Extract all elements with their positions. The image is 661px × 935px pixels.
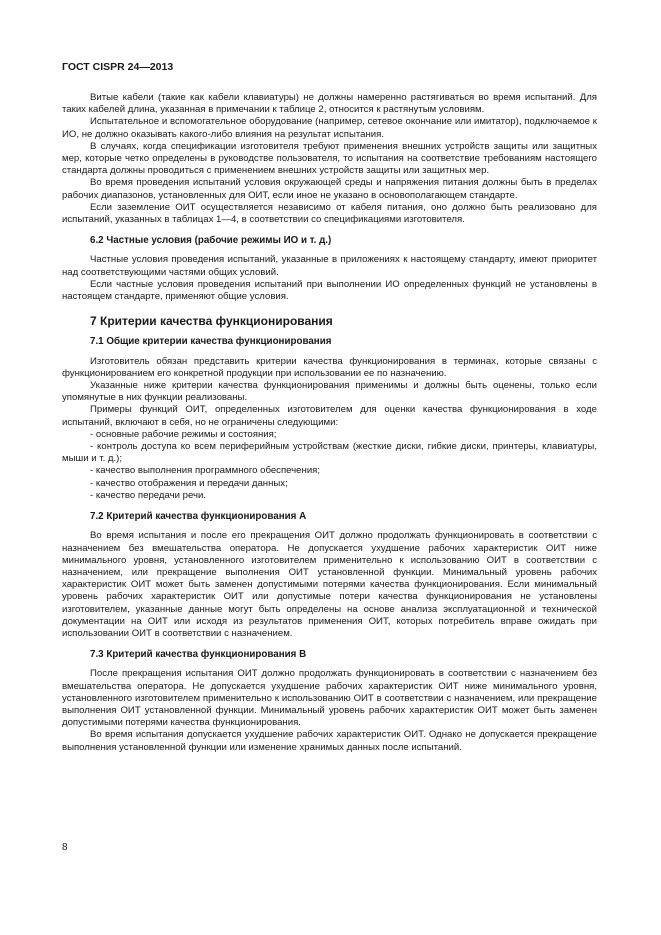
paragraph: Испытательное и вспомогательное оборудование (например, сетевое окончание или имитатор), подключаемое к ИО, не должно оказывать какого-либо влияния на результат испытания.	[62, 116, 597, 140]
section-6-2-heading: 6.2 Частные условия (рабочие режимы ИО и т. д.)	[90, 235, 332, 247]
page-number: 8	[62, 842, 68, 853]
paragraph: Частные условия проведения испытаний, указанные в приложениях к настоящему стандарту, имеют приоритет над соответствующими частями общих условий.	[62, 254, 597, 278]
list-item: - основные рабочие режимы и состояния;	[90, 428, 277, 440]
list-item: - качество передачи речи.	[90, 489, 207, 501]
paragraph: Указанные ниже критерии качества функционирования применимы и должны быть оценены, только если упомянутые в них функции реализованы.	[62, 380, 597, 404]
paragraph: Во время проведения испытаний условия окружающей среды и напряжения питания должны быть в пределах рабочих диапазонов, установленных для ОИТ, если иное не указано в основополагающем стандарте.	[62, 177, 597, 201]
list-item: - качество отображения и передачи данных;	[90, 477, 288, 489]
page-content	[62, 92, 597, 754]
list-item: - контроль доступа ко всем периферийным устройствам (жесткие диски, гибкие диски, принтеры, клавиатуры, мыши и т. д.);	[62, 441, 597, 465]
paragraph: Если частные условия проведения испытаний при выполнении ИО определенных функций не установлены в настоящем стандарте, применяют общие условия.	[62, 278, 597, 303]
section-7-2-heading: 7.2 Критерий качества функционирования А	[90, 511, 307, 523]
paragraph: Витые кабели (такие как кабели клавиатуры) не должны намеренно растягиваться во время испытаний. Для таких кабелей длина, указанная в примечании к таблице 2, относится к растянутым условиям.	[62, 92, 597, 116]
paragraph: В случаях, когда спецификации изготовителя требуют применения внешних устройств защиты или защитных мер, которые четко определены в руководстве пользователя, то испытания на соответствие требованиям настоящего стандарта должны проводиться с применением внешних устройств защиты или защитных мер.	[62, 140, 597, 177]
paragraph: Во время испытания и после его прекращения ОИТ должно продолжать функционировать в соответствии с назначением без вмешательства оператора. Не допускается ухудшение рабочих характеристик ОИТ ниже минимального уровня, установленного изготовителем применительно к использованию ОИТ в соответствии с назначением, или прекращение выполнения ОИТ установленной функции. Минимальный уровень рабочих характеристик ОИТ может быть заменен допустимыми потерями качества функционирования. Если минимальный уровень рабочих характеристик ОИТ или допустимые потери качества функционирования не установлены изготовителем, указанные данные могут быть определены на основе анализа эксплуатационной и технической документации на ОИТ или исходя из результатов применения ОИТ, которых потребитель вправе ожидать при использовании ОИТ в соответствии с назначением.	[62, 530, 597, 639]
section-7-1-heading: 7.1 Общие критерии качества функционирования	[90, 336, 332, 348]
paragraph: Во время испытания допускается ухудшение рабочих характеристик ОИТ. Однако не допускается прекращение выполнения установленной функции или изменение хранимых данных после испытаний.	[62, 729, 597, 753]
list-item: - качество выполнения программного обеспечения;	[90, 465, 321, 477]
section-7-3-heading: 7.3 Критерий качества функционирования В	[90, 649, 307, 661]
paragraph: Изготовитель обязан представить критерии качества функционирования в терминах, которые связаны с функционированием его конкретной продукции при использовании ее по назначению.	[62, 355, 597, 379]
section-7-heading: 7 Критерии качества функционирования	[90, 314, 333, 329]
paragraph: После прекращения испытания ОИТ должно продолжать функционировать в соответствии с назначением без вмешательства оператора. Не допускается ухудшение рабочих характеристик ОИТ ниже минимального уровня, установленного изготовителем применительно к использованию ОИТ в соответствии с назначением, или прекращение выполнения ОИТ установленной функции. Минимальный уровень рабочих характеристик ОИТ может быть заменен допустимыми потерями качества функционирования.	[62, 668, 597, 729]
paragraph: Если заземление ОИТ осуществляется независимо от кабеля питания, оно должно быть реализовано для испытаний, указанных в таблицах 1—4, в соответствии со спецификациями изготовителя.	[62, 201, 597, 226]
paragraph: Примеры функций ОИТ, определенных изготовителем для оценки качества функционирования в ходе испытаний, включают в себя, но не ограничены следующими:	[62, 404, 597, 428]
document-id: ГОСТ CISPR 24—2013	[62, 61, 174, 73]
